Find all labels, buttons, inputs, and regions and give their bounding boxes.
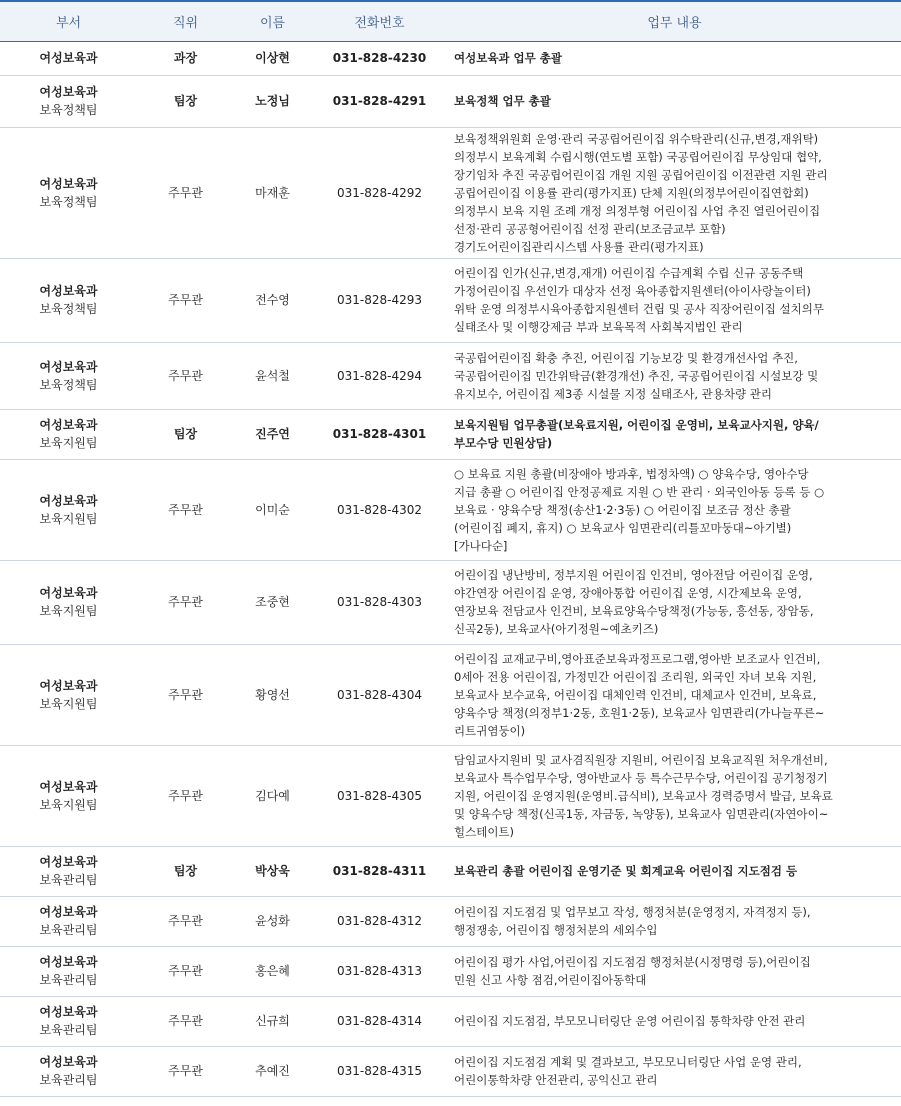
phone-cell: 031-828-4292 bbox=[311, 127, 448, 258]
position-cell: 주무관 bbox=[137, 946, 234, 996]
duty-cell: 어린이집 인가(신규,변경,재개) 어린이집 수급계획 수립 신규 공동주택 가정어린이집 우선인가 대상자 선정 육아종합지원센터(아이사랑놀이터) 위탁 운영 의정부시육아종합지원센터 건립 및 공사 직장어린이집 설치의무 실태조사 및 이행강제금 부과 보육목적 사회복지법인 관리 bbox=[448, 258, 901, 342]
table-row bbox=[0, 946, 901, 996]
name-cell: 김다예 bbox=[234, 745, 311, 846]
department-name: 여성보육과 bbox=[39, 1005, 98, 1019]
table-body bbox=[0, 41, 901, 1096]
team-name: 보육관리팀 bbox=[39, 973, 98, 987]
name-cell: 조중현 bbox=[234, 560, 311, 644]
position-cell: 과장 bbox=[137, 41, 234, 75]
department-cell bbox=[0, 41, 137, 75]
table-row bbox=[0, 258, 901, 342]
department-name: 여성보육과 bbox=[39, 678, 98, 693]
duty-cell: 국공립어린이집 확충 추진, 어린이집 기능보강 및 환경개선사업 추진, 국공립어린이집 민간위탁금(환경개선) 추진, 국공립어린이집 시설보강 및 유지보수, 어린이집 제3종 시설물 지정 실태조사, 관용차량 관리 bbox=[448, 342, 901, 409]
name-cell: 마재훈 bbox=[234, 127, 311, 258]
duty-cell: 보육지원팀 업무총괄(보육료지원, 어린이집 운영비, 보육교사지원, 양육/ 부모수당 민원상담) bbox=[448, 409, 901, 459]
position-cell: 주무관 bbox=[137, 996, 234, 1046]
department-name: 여성보육과 bbox=[39, 493, 98, 508]
department-cell bbox=[0, 896, 137, 946]
position-cell: 주무관 bbox=[137, 1046, 234, 1096]
phone-cell: 031-828-4303 bbox=[311, 560, 448, 644]
department-name: 여성보육과 bbox=[39, 855, 98, 869]
position-cell: 주무관 bbox=[137, 560, 234, 644]
table-row bbox=[0, 127, 901, 258]
department-cell bbox=[0, 459, 137, 560]
name-cell: 전수영 bbox=[234, 258, 311, 342]
team-name: 보육관리팀 bbox=[39, 923, 98, 937]
department-cell bbox=[0, 258, 137, 342]
name-cell: 윤성화 bbox=[234, 896, 311, 946]
phone-cell: 031-828-4311 bbox=[311, 846, 448, 896]
phone-cell: 031-828-4302 bbox=[311, 459, 448, 560]
name-cell: 박상욱 bbox=[234, 846, 311, 896]
position-cell: 팀장 bbox=[137, 409, 234, 459]
duty-cell: 보육정책위원회 운영·관리 국공립어린이집 위수탁관리(신규,변경,재위탁) 의정부시 보육계획 수립시행(연도별 포함) 국공립어린이집 무상임대 협약, 장기임차 추진 국공립어린이집 개원 지원 공립어린이집 이전관련 지원 관리 공립어린이집 이용률 관리(평가지표) 단체 지원(의정부어린이집연합회) 의정부시 보육 지원 조례 개정 의정부형 어린이집 사업 추진 열린어린이집 선정·관리 공공형어린이집 선정 관리(보조금교부 포함) 경기도어린이집관리시스템 사용률 관리(평가지표) bbox=[448, 127, 901, 258]
department-name: 여성보육과 bbox=[39, 176, 98, 191]
department-cell bbox=[0, 846, 137, 896]
table-row bbox=[0, 75, 901, 127]
name-cell: 신규희 bbox=[234, 996, 311, 1046]
position-cell: 주무관 bbox=[137, 745, 234, 846]
duty-cell: 담임교사지원비 및 교사겸직원장 지원비, 어린이집 보육교직원 처우개선비, 보육교사 특수업무수당, 영아반교사 등 특수근무수당, 어린이집 공기청정기 지원, 어린이집 운영지원(운영비.급식비), 보육교사 경력증명서 발급, 보육료 및 양육수당 책정(신곡1동, 자금동, 녹양동), 보육교사 임면관리(자연아이~ 힐스테이트) bbox=[448, 745, 901, 846]
name-cell: 추예진 bbox=[234, 1046, 311, 1096]
duty-cell: 어린이집 교재교구비,영아표준보육과정프로그램,영아반 보조교사 인건비, 0세아 전용 어린이집, 가정민간 어린이집 조리원, 외국인 자녀 보육 지원, 보육교사 보수교육, 어린이집 대체인력 인건비, 대체교사 인건비, 보육료, 양육수당 책정(의정부1·2동, 호원1·2동), 보육교사 임면관리(가나늘푸른~ 리트귀염둥이) bbox=[448, 644, 901, 745]
department-name: 여성보육과 bbox=[39, 905, 98, 919]
team-name: 보육지원팀 bbox=[39, 696, 98, 711]
table-row bbox=[0, 745, 901, 846]
phone-cell: 031-828-4301 bbox=[311, 409, 448, 459]
team-name: 보육관리팀 bbox=[39, 1073, 98, 1087]
phone-cell: 031-828-4293 bbox=[311, 258, 448, 342]
duty-cell: 어린이집 지도점검, 부모모니터링단 운영 어린이집 통학차량 안전 관리 bbox=[448, 996, 901, 1046]
table-row bbox=[0, 560, 901, 644]
team-name: 보육지원팀 bbox=[39, 436, 98, 450]
phone-cell: 031-828-4305 bbox=[311, 745, 448, 846]
duty-cell: 어린이집 지도점검 및 업무보고 작성, 행정처분(운영정지, 자격정지 등), 행정쟁송, 어린이집 행정처분의 세외수입 bbox=[448, 896, 901, 946]
department-name: 여성보육과 bbox=[39, 779, 98, 794]
table-row bbox=[0, 342, 901, 409]
table-row bbox=[0, 41, 901, 75]
duty-cell: 여성보육과 업무 총괄 bbox=[448, 41, 901, 75]
phone-cell: 031-828-4315 bbox=[311, 1046, 448, 1096]
name-cell: 노정님 bbox=[234, 75, 311, 127]
position-cell: 주무관 bbox=[137, 459, 234, 560]
header-phone: 전화번호 bbox=[311, 1, 448, 41]
duty-cell: 어린이집 냉난방비, 정부지원 어린이집 인건비, 영아전담 어린이집 운영, 야간연장 어린이집 운영, 장애아통합 어린이집 운영, 시간제보육 운영, 연장보육 전담교사 인건비, 보육료양육수당책정(가능동, 흥선동, 장암동, 신곡2동), 보육교사(아기정원~예초키즈) bbox=[448, 560, 901, 644]
team-name: 보육관리팀 bbox=[39, 873, 98, 887]
table-row bbox=[0, 459, 901, 560]
header-name: 이름 bbox=[234, 1, 311, 41]
position-cell: 팀장 bbox=[137, 75, 234, 127]
table-row bbox=[0, 1046, 901, 1096]
phone-cell: 031-828-4314 bbox=[311, 996, 448, 1046]
team-name: 보육지원팀 bbox=[39, 604, 98, 618]
position-cell: 주무관 bbox=[137, 342, 234, 409]
table-row bbox=[0, 644, 901, 745]
phone-cell: 031-828-4294 bbox=[311, 342, 448, 409]
duty-cell: 보육관리 총괄 어린이집 운영기준 및 회계교육 어린이집 지도점검 등 bbox=[448, 846, 901, 896]
department-cell bbox=[0, 745, 137, 846]
department-cell bbox=[0, 409, 137, 459]
duty-cell: 어린이집 지도점검 계획 및 결과보고, 부모모니터링단 사업 운영 관리, 어린이통학차량 안전관리, 공익신고 관리 bbox=[448, 1046, 901, 1096]
department-cell bbox=[0, 127, 137, 258]
department-name: 여성보육과 bbox=[39, 1055, 98, 1069]
department-cell bbox=[0, 342, 137, 409]
header-department: 부서 bbox=[0, 1, 137, 41]
table-row bbox=[0, 846, 901, 896]
table-header bbox=[0, 1, 901, 41]
department-cell bbox=[0, 996, 137, 1046]
phone-cell: 031-828-4313 bbox=[311, 946, 448, 996]
name-cell: 진주연 bbox=[234, 409, 311, 459]
header-duty: 업무 내용 bbox=[448, 1, 901, 41]
department-cell bbox=[0, 75, 137, 127]
duty-cell: 보육정책 업무 총괄 bbox=[448, 75, 901, 127]
position-cell: 주무관 bbox=[137, 644, 234, 745]
name-cell: 이상현 bbox=[234, 41, 311, 75]
department-name: 여성보육과 bbox=[39, 51, 98, 65]
team-name: 보육지원팀 bbox=[39, 797, 98, 812]
phone-cell: 031-828-4291 bbox=[311, 75, 448, 127]
position-cell: 주무관 bbox=[137, 896, 234, 946]
team-name: 보육정책팀 bbox=[39, 302, 98, 316]
duty-cell: ○ 보육료 지원 총괄(비장애아 방과후, 법정차액) ○ 양육수당, 영아수당 지급 총괄 ○ 어린이집 안정공제료 지원 ○ 반 관리 · 외국인아동 등록 등 ○ 보육료 · 양육수당 책정(송산1·2·3동) ○ 어린이집 보조금 정산 총괄 (어린이집 폐지, 휴지) ○ 보육교사 임면관리(리틀꼬마둥대~아기별) [가나다순] bbox=[448, 459, 901, 560]
name-cell: 이미순 bbox=[234, 459, 311, 560]
department-name: 여성보육과 bbox=[39, 284, 98, 298]
position-cell: 팀장 bbox=[137, 846, 234, 896]
position-cell: 주무관 bbox=[137, 258, 234, 342]
team-name: 보육정책팀 bbox=[39, 103, 98, 117]
name-cell: 윤석철 bbox=[234, 342, 311, 409]
department-name: 여성보육과 bbox=[39, 955, 98, 969]
header-position: 직위 bbox=[137, 1, 234, 41]
department-name: 여성보육과 bbox=[39, 85, 98, 99]
department-cell bbox=[0, 1046, 137, 1096]
department-name: 여성보육과 bbox=[39, 359, 98, 374]
header-row bbox=[0, 1, 901, 41]
department-name: 여성보육과 bbox=[39, 418, 98, 432]
position-cell: 주무관 bbox=[137, 127, 234, 258]
team-name: 보육지원팀 bbox=[39, 511, 98, 526]
table-row bbox=[0, 409, 901, 459]
phone-cell: 031-828-4312 bbox=[311, 896, 448, 946]
table-row bbox=[0, 996, 901, 1046]
department-cell bbox=[0, 644, 137, 745]
duty-cell: 어린이집 평가 사업,어린이집 지도점검 행정처분(시정명령 등),어린이집 민원 신고 사항 점검,어린이집아동학대 bbox=[448, 946, 901, 996]
department-name: 여성보육과 bbox=[39, 586, 98, 600]
department-cell bbox=[0, 560, 137, 644]
table-row bbox=[0, 896, 901, 946]
team-name: 보육관리팀 bbox=[39, 1023, 98, 1037]
name-cell: 황영선 bbox=[234, 644, 311, 745]
department-cell bbox=[0, 946, 137, 996]
name-cell: 홍은혜 bbox=[234, 946, 311, 996]
phone-cell: 031-828-4230 bbox=[311, 41, 448, 75]
phone-cell: 031-828-4304 bbox=[311, 644, 448, 745]
team-name: 보육정책팀 bbox=[39, 194, 98, 209]
team-name: 보육정책팀 bbox=[39, 377, 98, 392]
